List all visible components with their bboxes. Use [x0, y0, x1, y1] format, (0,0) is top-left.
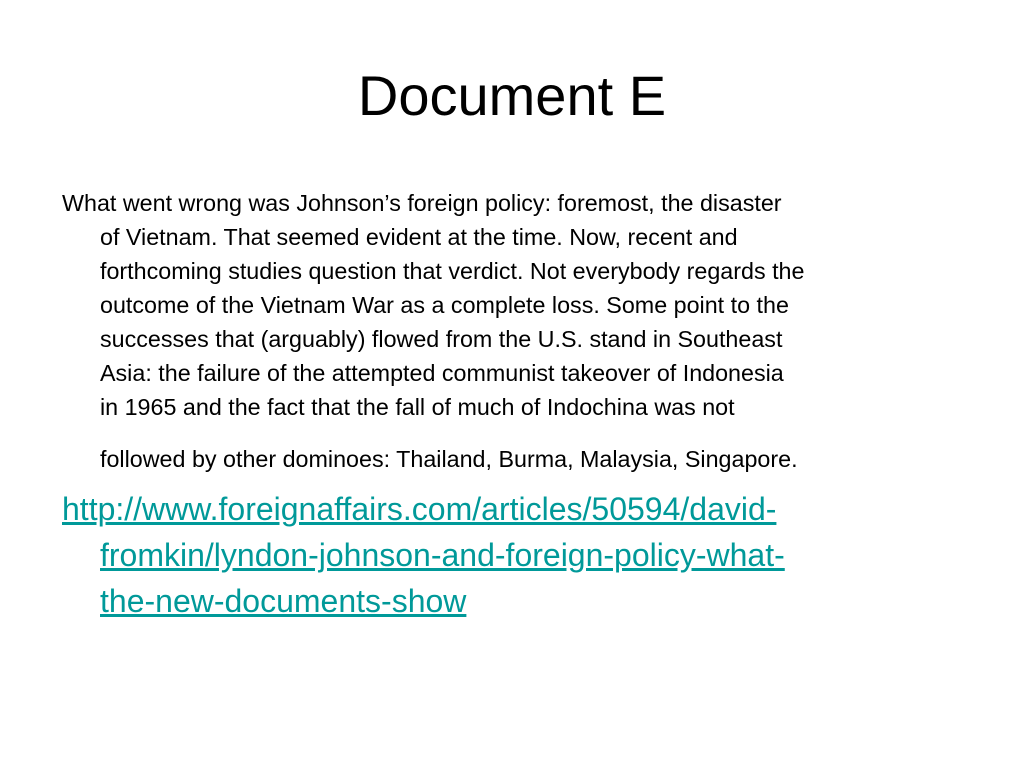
quote-line: Asia: the failure of the attempted communist takeover of Indonesia	[100, 360, 784, 386]
quote-line: in 1965 and the fact that the fall of much of Indochina was not	[100, 394, 735, 420]
quote-line: forthcoming studies question that verdict. Not everybody regards the	[100, 258, 805, 284]
quote-line: of Vietnam. That seemed evident at the time. Now, recent and	[100, 224, 738, 250]
slide-title: Document E	[357, 64, 667, 127]
quote-line: followed by other dominoes: Thailand, Burma, Malaysia, Singapore.	[100, 446, 798, 472]
source-link-line[interactable]: fromkin/lyndon-johnson-and-foreign-policy-what-	[100, 537, 785, 573]
quote-line: outcome of the Vietnam War as a complete loss. Some point to the	[100, 292, 789, 318]
quote-line: What went wrong was Johnson’s foreign policy: foremost, the disaster	[62, 190, 782, 216]
quote-line: successes that (arguably) flowed from the U.S. stand in Southeast	[100, 326, 783, 352]
source-link-line[interactable]: http://www.foreignaffairs.com/articles/50594/david-	[62, 491, 777, 527]
source-link-line[interactable]: the-new-documents-show	[100, 583, 467, 619]
source-link[interactable]	[62, 486, 972, 624]
quote-paragraph	[62, 186, 967, 476]
